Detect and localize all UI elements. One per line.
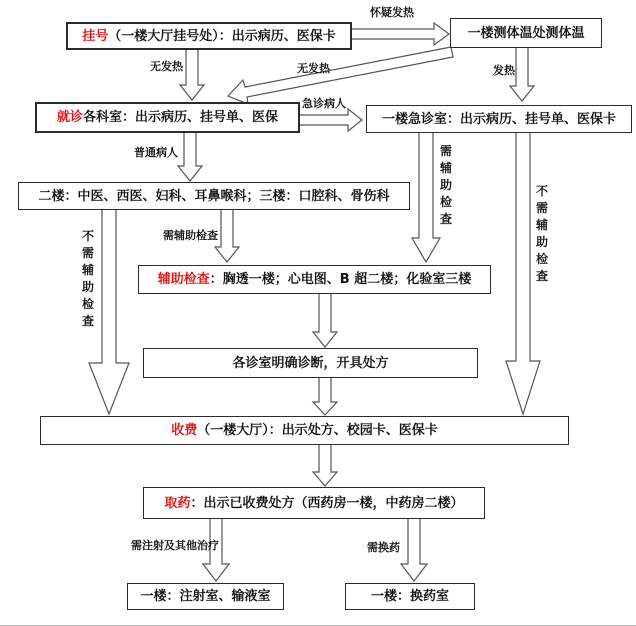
node-auxiliary-keyword: 辅助检查 bbox=[157, 272, 210, 287]
label-need-aux-right: 需辅助检查 bbox=[439, 144, 452, 226]
arrow-visit-to-departments bbox=[178, 129, 202, 181]
label-ordinary-patient: 普通病人 bbox=[134, 146, 178, 159]
arrow-pharmacy-to-dressing bbox=[401, 518, 427, 581]
arrow-auxiliary-to-diagnosis bbox=[313, 293, 337, 347]
node-pharmacy-keyword: 取药 bbox=[164, 495, 191, 511]
arrow-departments-to-auxiliary bbox=[215, 209, 239, 262]
node-visit bbox=[35, 102, 300, 133]
node-emergency bbox=[366, 105, 632, 133]
arrow-register-to-visit bbox=[180, 46, 204, 100]
node-auxiliary bbox=[138, 265, 491, 294]
arrow-emergency-to-auxiliary bbox=[412, 132, 440, 262]
label-no-need-aux-right: 不需辅助检查 bbox=[535, 184, 548, 283]
node-payment-keyword: 收费 bbox=[171, 423, 198, 438]
node-payment-text: （一楼大厅）：出示处方、校园卡、医保卡 bbox=[197, 423, 438, 438]
arrow-temperature-to-visit-diagonal bbox=[228, 47, 453, 104]
label-fever: 发热 bbox=[493, 64, 515, 77]
node-register-keyword: 挂号 bbox=[82, 28, 109, 44]
node-diagnosis bbox=[143, 348, 478, 378]
node-auxiliary-text: ：胸透一楼；心电图、B 超二楼；化验室三楼 bbox=[209, 272, 472, 287]
node-dressing bbox=[345, 583, 475, 610]
label-suspected-fever: 怀疑发热 bbox=[370, 6, 414, 19]
label-need-aux-left: 需辅助检查 bbox=[163, 229, 218, 242]
arrow-register-to-temperature bbox=[348, 23, 449, 45]
arrow-payment-to-pharmacy bbox=[313, 444, 337, 486]
label-need-dressing: 需换药 bbox=[367, 541, 400, 554]
node-diagnosis-text: 各诊室明确诊断，开具处方 bbox=[232, 355, 389, 371]
label-emergency-patient: 急诊病人 bbox=[302, 97, 346, 110]
node-temperature bbox=[450, 18, 602, 48]
arrow-diagnosis-to-payment bbox=[313, 377, 337, 415]
node-dressing-text: 一楼：换药室 bbox=[370, 589, 449, 604]
node-emergency-text: 一楼急诊室：出示病历、挂号单、医保卡 bbox=[381, 111, 616, 127]
label-no-fever-mid: 无发热 bbox=[297, 62, 330, 75]
label-no-fever-left: 无发热 bbox=[150, 60, 183, 73]
node-pharmacy-text: ：出示已收费处方（西药房一楼，中药房二楼） bbox=[190, 495, 464, 511]
node-departments-text: 二楼：中医、西医、妇科、耳鼻喉科；三楼：口腔科、骨伤科 bbox=[38, 188, 390, 204]
arrow-visit-to-emergency bbox=[298, 109, 362, 131]
node-departments bbox=[18, 182, 410, 210]
node-register bbox=[66, 22, 352, 50]
node-injection-text: 一楼：注射室、输液室 bbox=[140, 589, 271, 604]
node-temperature-text: 一楼测体温处测体温 bbox=[467, 25, 585, 41]
node-pharmacy bbox=[143, 487, 485, 519]
label-no-need-aux-left: 不需辅助检查 bbox=[81, 229, 94, 328]
node-visit-keyword: 就诊 bbox=[56, 110, 83, 125]
node-injection bbox=[127, 583, 284, 610]
node-payment bbox=[40, 416, 569, 445]
node-register-text: （一楼大厅挂号处）：出示病历、医保卡 bbox=[108, 28, 336, 44]
label-need-injection: 需注射及其他治疗 bbox=[131, 539, 219, 552]
arrow-departments-to-payment-long bbox=[89, 209, 129, 414]
node-visit-text: 各科室：出示病历、挂号单、医保 bbox=[83, 110, 279, 125]
